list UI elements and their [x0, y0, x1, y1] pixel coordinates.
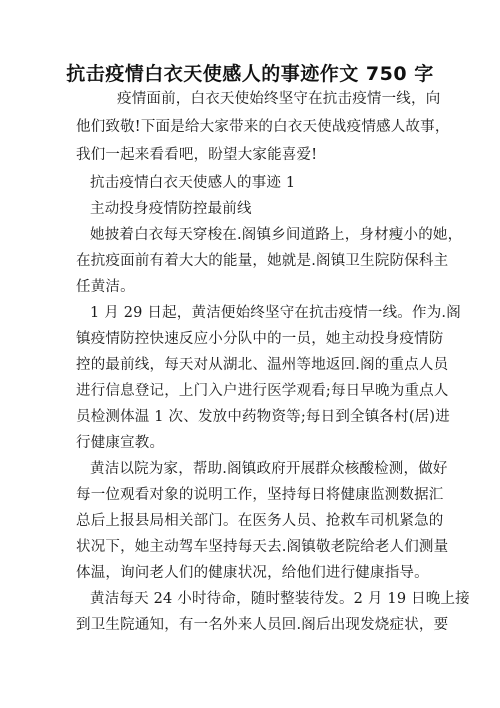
paragraph-line-3: 我们一起来看看吧，盼望大家能喜爱!	[76, 147, 318, 163]
paragraph-line-14: 行健康宣教。	[76, 435, 165, 451]
paragraph-line-15: 黄洁以院为家，帮助.阁镇政府开展群众核酸检测，做好	[90, 461, 448, 477]
paragraph-line-6: 她披着白衣每天穿梭在.阁镇乡间道路上，身材瘦小的她，	[90, 227, 463, 243]
paragraph-line-12: 进行信息登记，上门入户进行医学观看;每日早晚为重点人	[76, 383, 449, 399]
paragraph-line-17: 总后上报县局相关部门。在医务人员、抢救车司机紧急的	[76, 513, 444, 529]
paragraph-line-20: 黄洁每天 24 小时待命，随时整装待发。2 月 19 日晚上接	[90, 591, 470, 607]
paragraph-line-11: 控的最前线，每天对从湖北、温州等地返回.阁的重点人员	[76, 357, 449, 373]
document-title: 抗击疫情白衣天使感人的事迹作文 750 字	[66, 63, 434, 85]
paragraph-line-7: 在抗疫面前有着大大的能量，她就是.阁镇卫生院防保科主	[76, 253, 449, 269]
paragraph-line-10: 镇疫情防控快速反应小分队中的一员，她主动投身疫情防	[76, 331, 444, 347]
section-subheading-1: 主动投身疫情防控最前线	[90, 201, 252, 217]
paragraph-line-2: 他们致敬!下面是给大家带来的白衣天使战疫情感人故事，	[76, 119, 450, 135]
paragraph-line-13: 员检测体温 1 次、发放中药物资等;每日到全镇各村(居)进	[76, 409, 450, 425]
section-heading-1: 抗击疫情白衣天使感人的事迹 1	[90, 175, 296, 191]
paragraph-line-1: 疫情面前，白衣天使始终坚守在抗击疫情一线，向	[117, 91, 441, 107]
paragraph-line-9: 1 月 29 日起，黄洁便始终坚守在抗击疫情一线。作为.阁	[90, 305, 461, 321]
paragraph-line-18: 状况下，她主动驾车坚持每天去.阁镇敬老院给老人们测量	[76, 539, 449, 555]
paragraph-line-8: 任黄洁。	[76, 279, 135, 295]
paragraph-line-21: 到卫生院通知，有一名外来人员回.阁后出现发烧症状，要	[76, 617, 449, 633]
paragraph-line-16: 每一位观看对象的说明工作，坚持每日将健康监测数据汇	[76, 487, 444, 503]
paragraph-line-19: 体温，询问老人们的健康状况，给他们进行健康指导。	[76, 565, 429, 581]
